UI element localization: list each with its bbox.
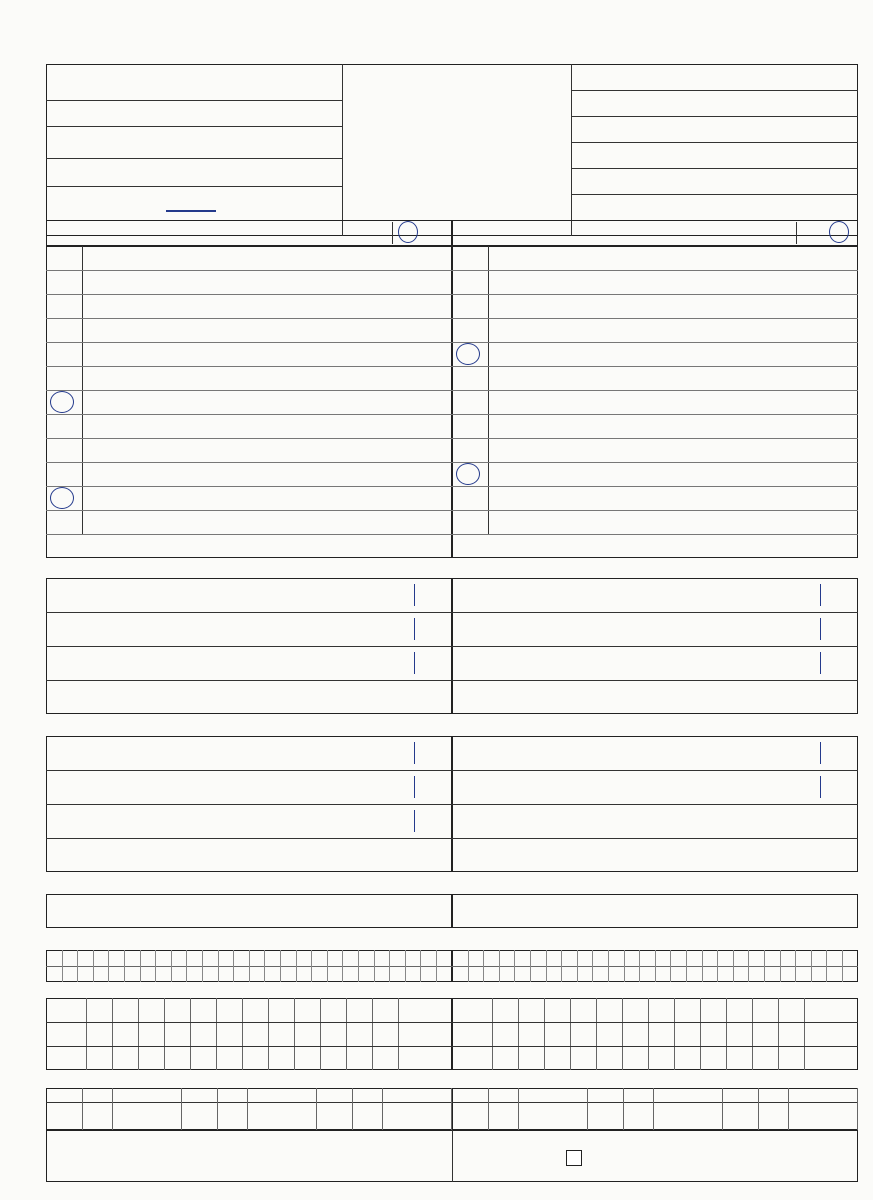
check-box[interactable] [566, 1150, 582, 1166]
away-substitutions-grid [452, 1088, 858, 1130]
supervuoro-grid [452, 894, 858, 928]
home-substitutions-grid [46, 1088, 452, 1130]
away-lineup-grid [452, 998, 858, 1070]
home-lineup-grid [46, 998, 452, 1070]
supervuoro-grid [46, 894, 452, 928]
away-roster [452, 246, 858, 558]
scoresheet [46, 20, 858, 1182]
home-roster [46, 246, 452, 558]
